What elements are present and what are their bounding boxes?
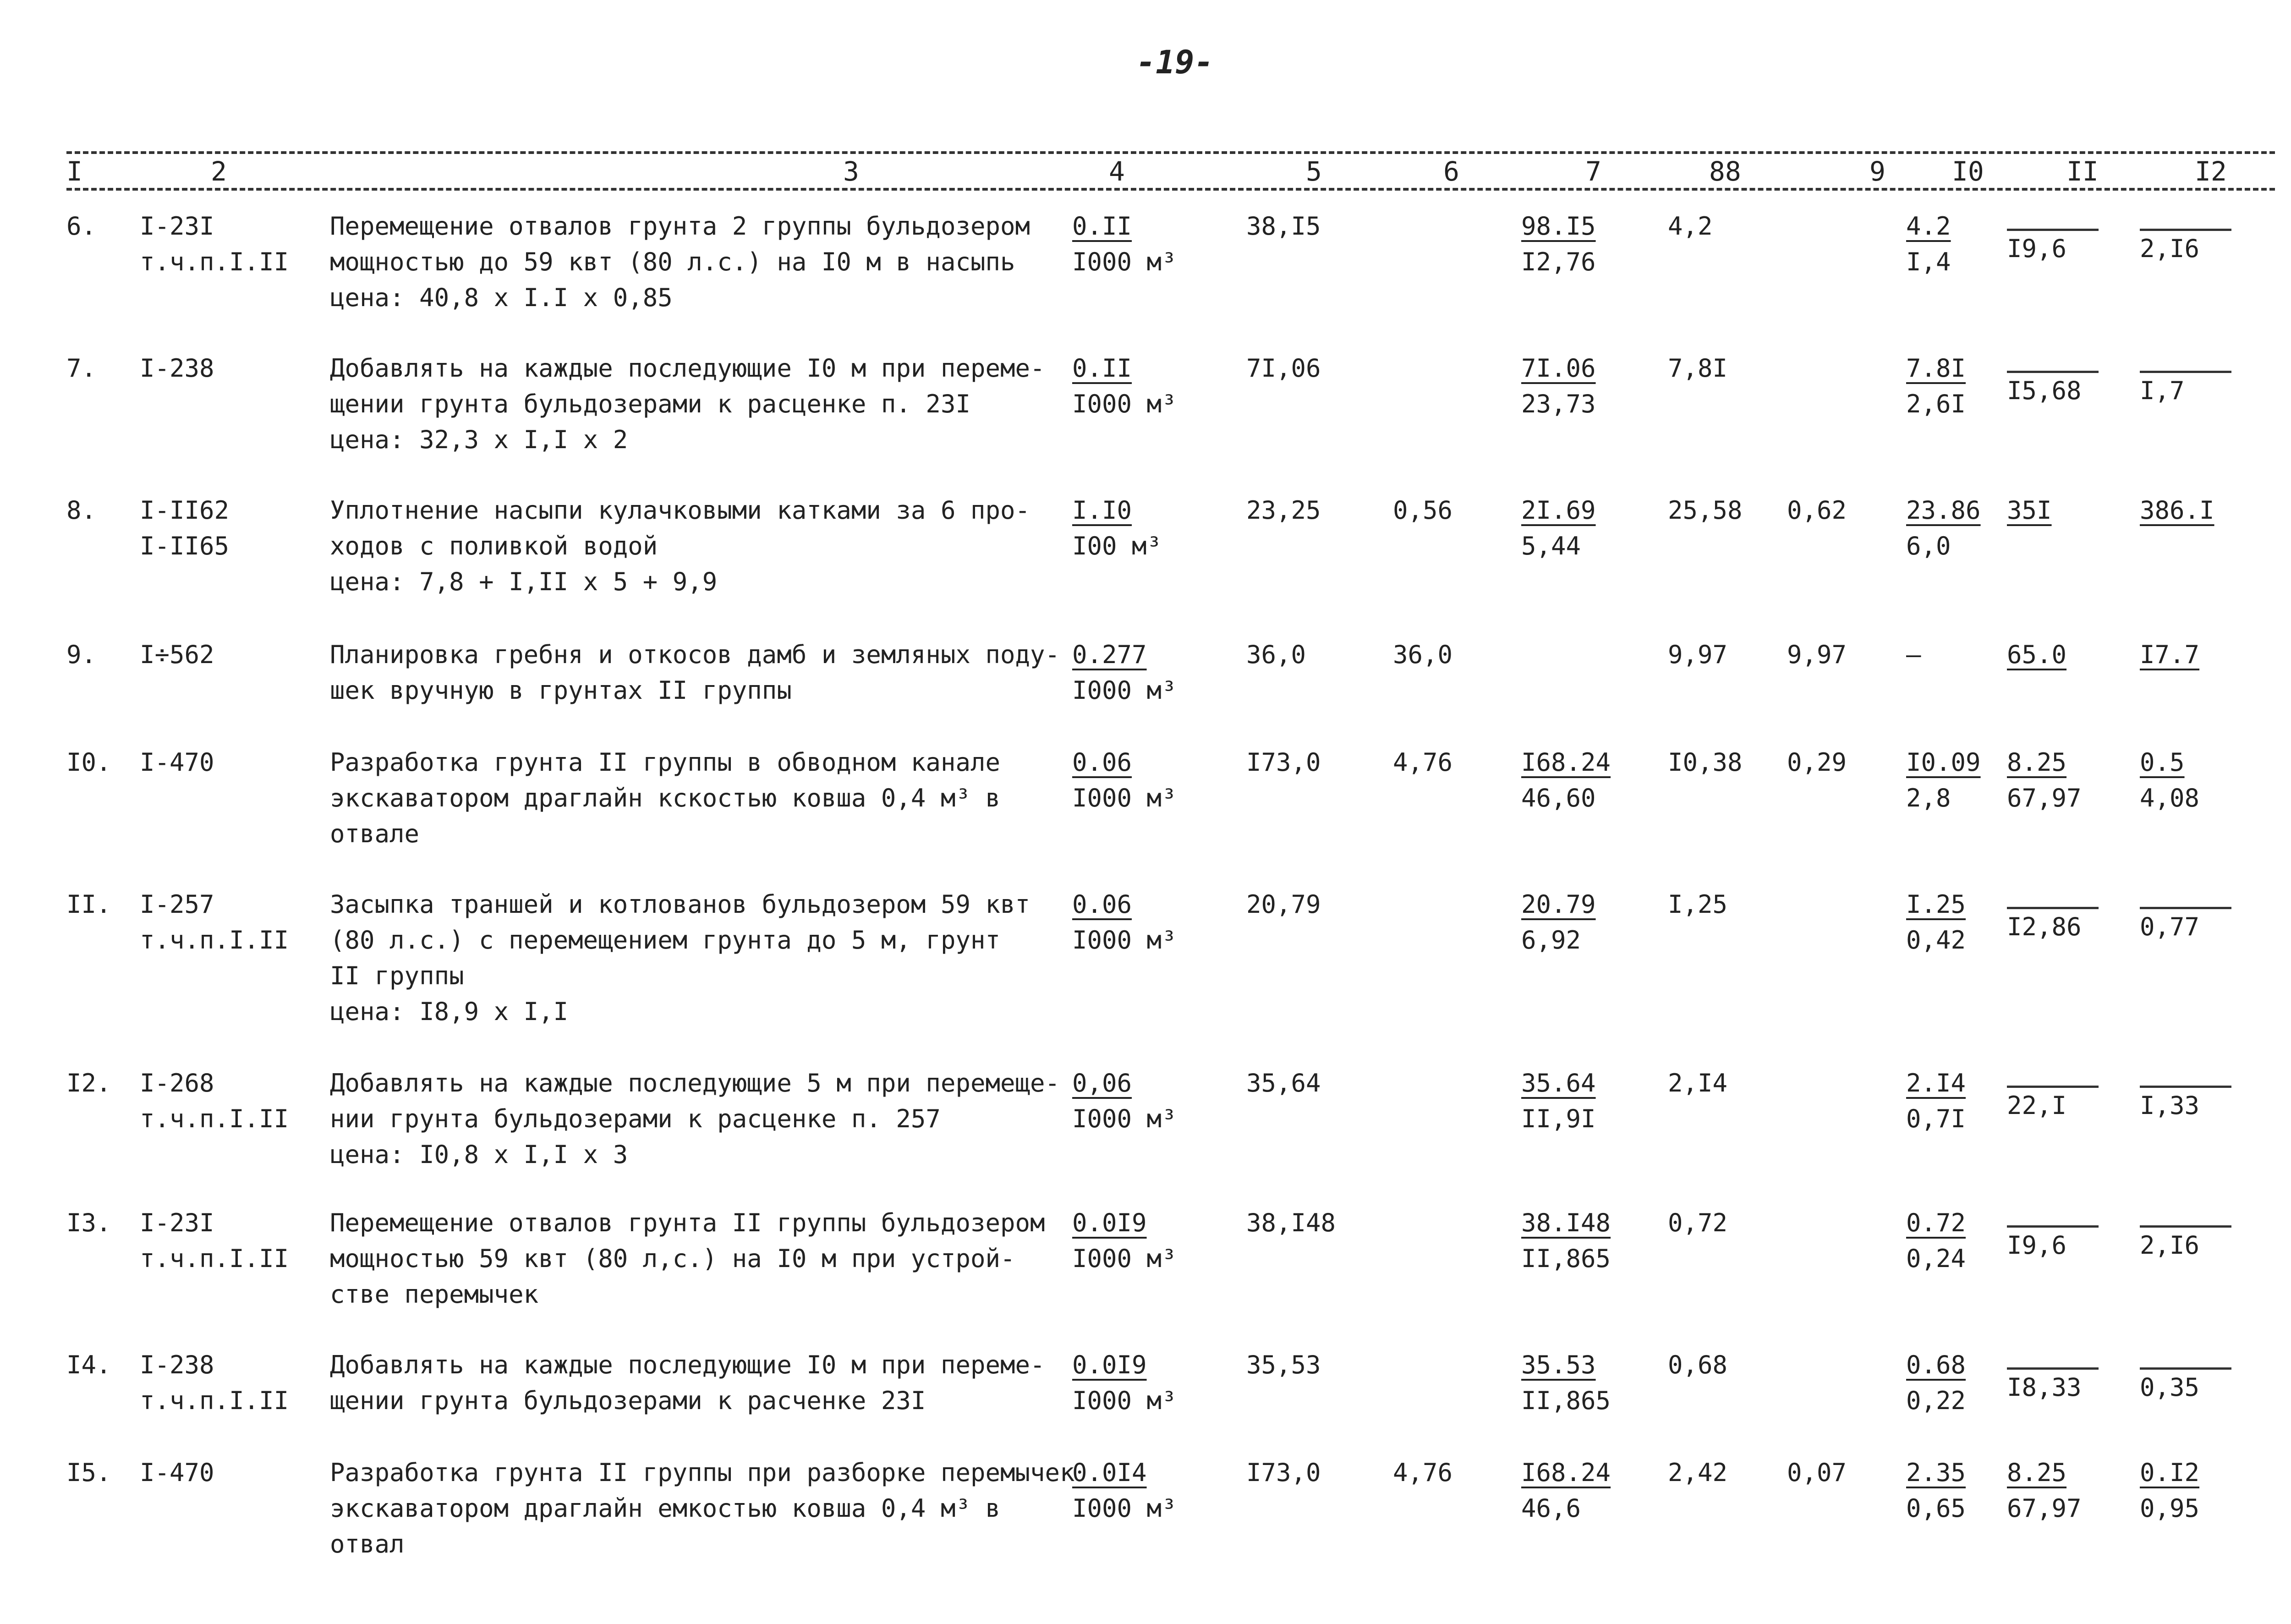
- total-machine: I0.09 2,8: [1906, 748, 1981, 812]
- work-description: Разработка грунта II группы при разборке перемычек экскаватором драглайн емкостью ковша 0,4 м³ в отвал: [330, 1458, 1075, 1558]
- labor-total: I,7: [2140, 351, 2231, 409]
- work-description: Добавлять на каждые последующие I0 м при переме- щении грунта бульдозерами к расценке п. 23I цена: 32,3 х I,I х 2: [330, 354, 1045, 454]
- labor-cost: 22,I: [2007, 1065, 2099, 1124]
- labor-total: I7.7: [2140, 640, 2200, 669]
- machine-cost: 7I.06 23,73: [1521, 354, 1596, 418]
- unit-cost: 35,64: [1246, 1069, 1321, 1097]
- machine-cost: I68.24 46,6: [1521, 1458, 1611, 1523]
- col-header-8: 88: [1709, 156, 1741, 187]
- labor-total: 0,77: [2140, 887, 2231, 945]
- quantity: 0,06 I000 м³: [1072, 1069, 1177, 1133]
- total-machine: 0.72 0,24: [1906, 1208, 1966, 1273]
- total-machine: I.25 0,42: [1906, 890, 1966, 955]
- total-wages: 0,07: [1787, 1458, 1847, 1487]
- row-number: 7.: [66, 354, 97, 383]
- work-description: Разработка грунта II группы в обводном канале экскаватором драглайн кскостью ковша 0,4 м³ в отвале: [330, 748, 1000, 848]
- total-cost: 2,42: [1668, 1458, 1728, 1487]
- total-machine: 23.86 6,0: [1906, 496, 1981, 560]
- total-cost: 0,72: [1668, 1208, 1728, 1237]
- labor-cost: I5,68: [2007, 351, 2099, 409]
- machine-cost: 20.79 6,92: [1521, 890, 1596, 955]
- labor-cost: 8.25 67,97: [2007, 748, 2082, 812]
- total-cost: 9,97: [1668, 640, 1728, 669]
- unit-cost: 36,0: [1246, 640, 1306, 669]
- labor-cost: I9,6: [2007, 208, 2099, 267]
- col-header-2: 2: [211, 156, 227, 187]
- row-number: 8.: [66, 496, 97, 525]
- unit-cost: 23,25: [1246, 496, 1321, 525]
- total-cost: 7,8I: [1668, 354, 1728, 383]
- quantity: 0.277 I000 м³: [1072, 640, 1177, 705]
- rate-code: I-23I т.ч.п.I.II: [140, 212, 289, 276]
- quantity: 0.06 I000 м³: [1072, 748, 1177, 812]
- total-cost: 2,I4: [1668, 1069, 1728, 1097]
- unit-cost: I73,0: [1246, 1458, 1321, 1487]
- unit-cost: 7I,06: [1246, 354, 1321, 383]
- total-wages: 9,97: [1787, 640, 1847, 669]
- labor-total: 0.5 4,08: [2140, 748, 2200, 812]
- row-number: 9.: [66, 640, 97, 669]
- quantity: 0.06 I000 м³: [1072, 890, 1177, 955]
- work-description: Планировка гребня и откосов дамб и земляных поду- шек вручную в грунтах II группы: [330, 640, 1060, 705]
- header-rule-bottom: [66, 188, 2275, 191]
- total-cost: 25,58: [1668, 496, 1743, 525]
- wage-cost: 4,76: [1393, 1458, 1453, 1487]
- labor-cost: 35I: [2007, 496, 2052, 525]
- work-description: Засыпка траншей и котлованов бульдозером 59 квт (80 л.с.) с перемещением грунта до 5 м, грунт II группы цена: I8,9 х I,I: [330, 890, 1030, 1026]
- labor-cost: 8.25 67,97: [2007, 1458, 2082, 1523]
- rate-code: I÷562: [140, 640, 214, 669]
- rate-code: I-238: [140, 354, 214, 383]
- col-header-1: I: [66, 156, 82, 187]
- quantity: 0.II I000 м³: [1072, 354, 1177, 418]
- total-cost: I0,38: [1668, 748, 1743, 777]
- quantity: 0.II I000 м³: [1072, 212, 1177, 276]
- work-description: Перемещение отвалов грунта II группы бульдозером мощностью 59 квт (80 л,с.) на I0 м при устрой- стве перемычек: [330, 1208, 1045, 1309]
- machine-cost: 98.I5 I2,76: [1521, 212, 1596, 276]
- unit-cost: 38,I5: [1246, 212, 1321, 241]
- unit-cost: 38,I48: [1246, 1208, 1336, 1237]
- quantity: 0.0I9 I000 м³: [1072, 1208, 1177, 1273]
- row-number: II.: [66, 890, 111, 919]
- col-header-10: I0: [1952, 156, 1984, 187]
- row-number: I4.: [66, 1350, 111, 1379]
- total-machine: 0.68 0,22: [1906, 1350, 1966, 1415]
- rate-code: I-257 т.ч.п.I.II: [140, 890, 289, 955]
- wage-cost: 36,0: [1393, 640, 1453, 669]
- row-number: I0.: [66, 748, 111, 777]
- labor-total: I,33: [2140, 1065, 2231, 1124]
- rate-code: I-470: [140, 1458, 214, 1487]
- header-rule-top: [66, 151, 2275, 154]
- rate-code: I-23I т.ч.п.I.II: [140, 1208, 289, 1273]
- machine-cost: 35.53 II,865: [1521, 1350, 1611, 1415]
- rate-code: I-II62 I-II65: [140, 496, 230, 560]
- wage-cost: 4,76: [1393, 748, 1453, 777]
- quantity: 0.0I4 I000 м³: [1072, 1458, 1177, 1523]
- col-header-6: 6: [1443, 156, 1459, 187]
- machine-cost: 35.64 II,9I: [1521, 1069, 1596, 1133]
- quantity: I.I0 I00 м³: [1072, 496, 1162, 560]
- total-machine: —: [1906, 640, 1921, 669]
- labor-cost: 65.0: [2007, 640, 2067, 669]
- row-number: I3.: [66, 1208, 111, 1237]
- col-header-12: I2: [2195, 156, 2227, 187]
- col-header-11: II: [2066, 156, 2099, 187]
- total-cost: 0,68: [1668, 1350, 1728, 1379]
- rate-code: I-238 т.ч.п.I.II: [140, 1350, 289, 1415]
- work-description: Добавлять на каждые последующие I0 м при переме- щении грунта бульдозерами к расченке 23I: [330, 1350, 1045, 1415]
- labor-total: 0,35: [2140, 1347, 2231, 1405]
- col-header-4: 4: [1109, 156, 1125, 187]
- unit-cost: 20,79: [1246, 890, 1321, 919]
- col-header-9: 9: [1869, 156, 1885, 187]
- total-machine: 2.I4 0,7I: [1906, 1069, 1966, 1133]
- total-wages: 0,29: [1787, 748, 1847, 777]
- col-header-7: 7: [1585, 156, 1601, 187]
- work-description: Перемещение отвалов грунта 2 группы бульдозером мощностью до 59 квт (80 л.с.) на I0 м в насыпь цена: 40,8 х I.I х 0,85: [330, 212, 1030, 312]
- quantity: 0.0I9 I000 м³: [1072, 1350, 1177, 1415]
- labor-cost: I9,6: [2007, 1205, 2099, 1263]
- labor-cost: I8,33: [2007, 1347, 2099, 1405]
- labor-total: 2,I6: [2140, 1205, 2231, 1263]
- row-number: I5.: [66, 1458, 111, 1487]
- machine-cost: 2I.69 5,44: [1521, 496, 1596, 560]
- rate-code: I-470: [140, 748, 214, 777]
- wage-cost: 0,56: [1393, 496, 1453, 525]
- rate-code: I-268 т.ч.п.I.II: [140, 1069, 289, 1133]
- col-header-3: 3: [843, 156, 859, 187]
- machine-cost: I68.24 46,60: [1521, 748, 1611, 812]
- total-machine: 7.8I 2,6I: [1906, 354, 1966, 418]
- work-description: Добавлять на каждые последующие 5 м при перемеще- нии грунта бульдозерами к расценке п. 257 цена: I0,8 х I,I х 3: [330, 1069, 1060, 1169]
- labor-total: 2,I6: [2140, 208, 2231, 267]
- work-description: Уплотнение насыпи кулачковыми катками за 6 про- ходов с поливкой водой цена: 7,8 + I,II х 5 + 9,9: [330, 496, 1030, 596]
- machine-cost: 38.I48 II,865: [1521, 1208, 1611, 1273]
- unit-cost: 35,53: [1246, 1350, 1321, 1379]
- total-machine: 4.2 I,4: [1906, 212, 1951, 276]
- total-cost: 4,2: [1668, 212, 1713, 241]
- row-number: I2.: [66, 1069, 111, 1097]
- total-wages: 0,62: [1787, 496, 1847, 525]
- total-cost: I,25: [1668, 890, 1728, 919]
- row-number: 6.: [66, 212, 97, 241]
- page-number: -19-: [1136, 44, 1214, 81]
- labor-total: 0.I2 0,95: [2140, 1458, 2200, 1523]
- labor-total: 386.I: [2140, 496, 2214, 525]
- unit-cost: I73,0: [1246, 748, 1321, 777]
- labor-cost: I2,86: [2007, 887, 2099, 945]
- total-machine: 2.35 0,65: [1906, 1458, 1966, 1523]
- col-header-5: 5: [1306, 156, 1322, 187]
